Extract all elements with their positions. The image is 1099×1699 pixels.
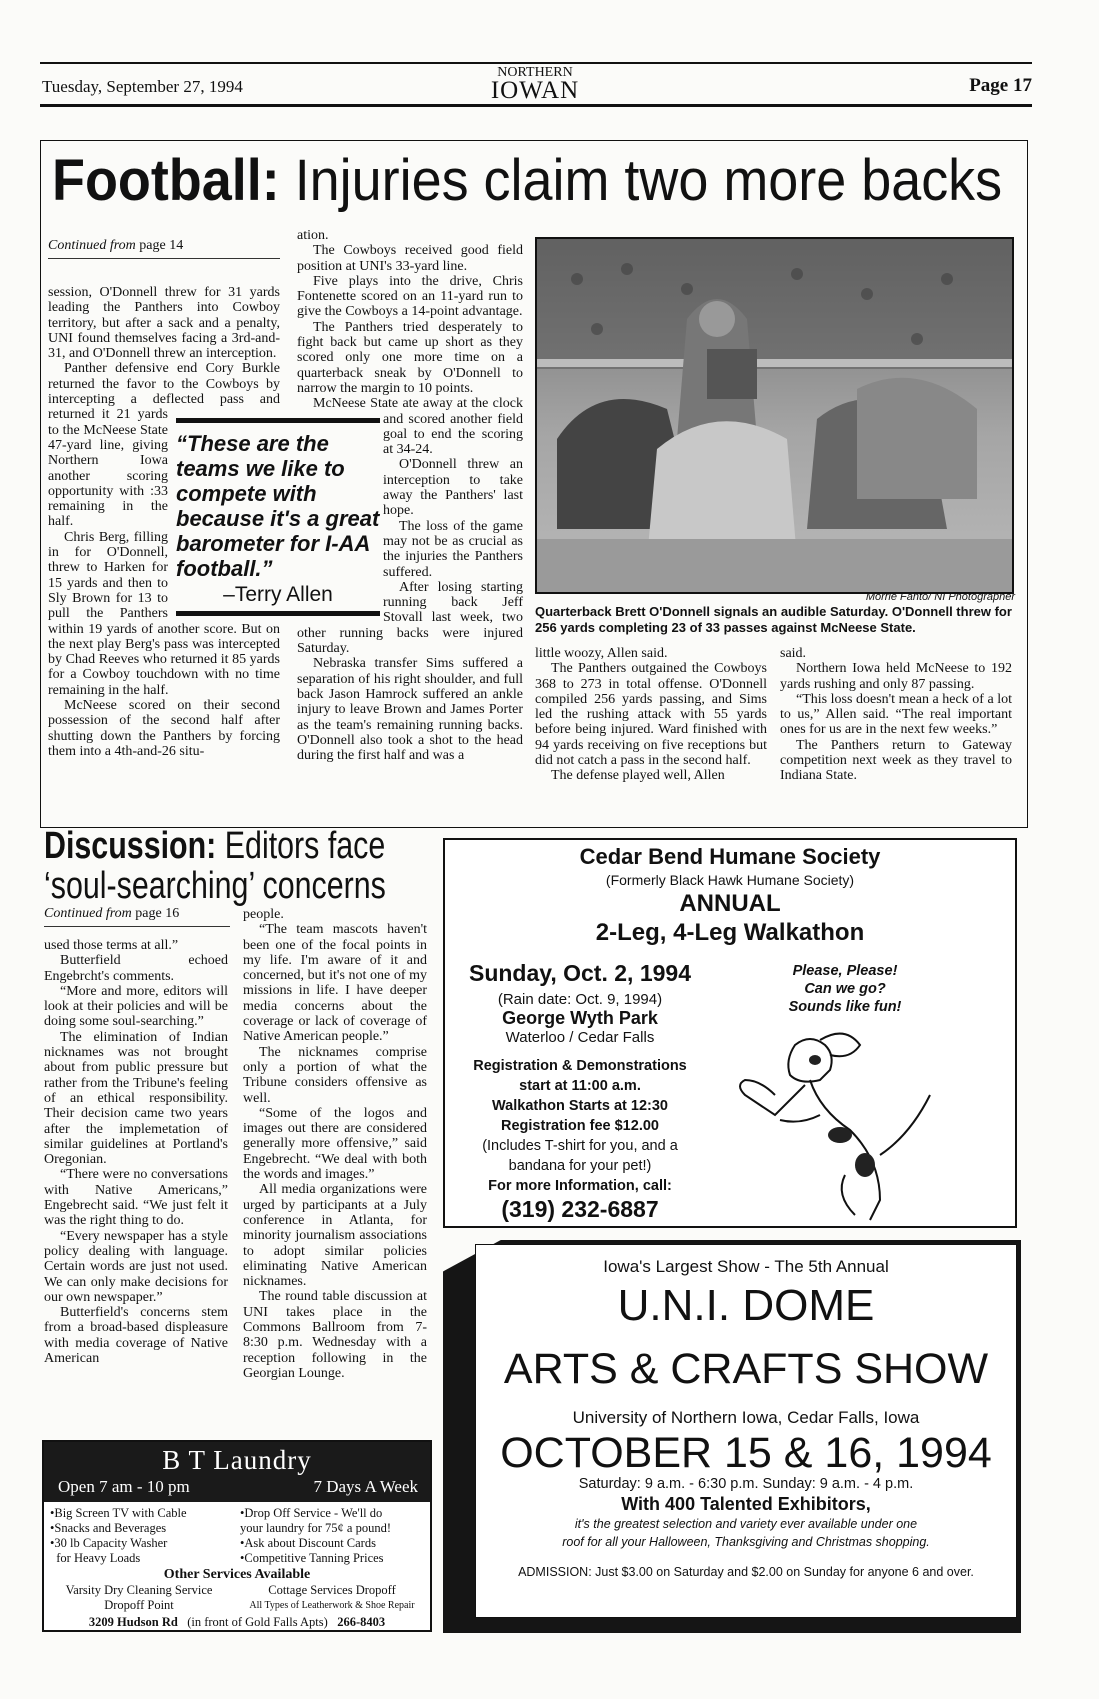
laundry-service: All Types of Leatherwork & Shoe Repair	[249, 1600, 415, 1611]
laundry-ad-header	[44, 1442, 430, 1502]
pull-quote-bottom-rule	[176, 611, 380, 616]
dome-location: University of Northern Iowa, Cedar Falls, Iowa	[572, 1408, 920, 1427]
continued-page: page 16	[131, 906, 180, 921]
page-number: Page 17	[969, 75, 1032, 96]
paragraph: Panther defensive end Cory Burkle returned the favor to the Cowboys by intercepting a deflected pass and returned it 21 yards to the McNeese State 47-yard line, giving Northern Iowa another scoring opportunity with :33 remaining in the half.	[48, 361, 280, 530]
football-headline	[52, 148, 1002, 214]
dome-admission: ADMISSION: Just $3.00 on Saturday and $2.00 on Sunday for anyone 6 and over.	[518, 1565, 974, 1579]
humane-walk-start: Walkathon Starts at 12:30	[492, 1098, 668, 1114]
dome-blurb-2: roof for all your Halloween, Thanksgiving and Christmas shopping.	[562, 1535, 930, 1549]
photo-caption: Quarterback Brett O'Donnell signals an audible Saturday. O'Donnell threw for 256 yards completing 23 of 33 passes against McNeese State.	[535, 604, 1012, 635]
laundry-feature: •Ask about Discount Cards	[240, 1536, 376, 1550]
paragraph: The nicknames comprise only a portion of what the Tribune considers offensive as well.	[243, 1044, 427, 1106]
laundry-phone: 266-8403	[337, 1615, 386, 1629]
paragraph: “The team mascots haven't been one of the focal points in my life. I'm aware of it and concerned, but it's not one of my missions in life. I have deeper media concerns about the coverage or lack of coverage of Native American people.”	[243, 922, 427, 1045]
paragraph: McNeese State ate away at the clock and scored another field goal to end the scoring at 34-24.	[313, 396, 523, 458]
humane-fee: Registration fee $12.00	[501, 1118, 659, 1134]
paragraph: little woozy, Allen said.	[535, 646, 668, 661]
dome-title-1: U.N.I. DOME	[617, 1281, 875, 1330]
laundry-location: (in front of Gold Falls Apts)	[187, 1615, 328, 1629]
paragraph: Butterfield echoed Engebrcht's comments.	[44, 953, 228, 984]
continued-label: Continued from	[44, 906, 132, 921]
dome-blurb-1: it's the greatest selection and variety ever available under one	[574, 1517, 918, 1531]
football-column-4	[780, 646, 1012, 784]
humane-rain-date: (Rain date: Oct. 9, 1994)	[497, 991, 663, 1008]
dome-kicker: Iowa's Largest Show - The 5th Annual	[603, 1257, 889, 1276]
pull-quote-attribution: –Terry Allen	[223, 583, 333, 606]
pull-quote	[176, 418, 380, 616]
discussion-column-2	[243, 907, 427, 1381]
paragraph: Butterfield's concerns stem from a broad-based displeasure with media coverage of Native American	[44, 1305, 228, 1367]
dome-dates: OCTOBER 15 & 16, 1994	[500, 1429, 992, 1477]
photo-credit: Morrie Fanto/ NI Photographer	[865, 591, 1015, 603]
humane-city: Waterloo / Cedar Falls	[505, 1029, 655, 1046]
discussion-continued-line	[44, 906, 230, 927]
paragraph: Five plays into the drive, Chris Fontenette scored on an 11-yard run to give the Cowboys a 14-point advantage.	[297, 273, 523, 320]
paragraph: Chris Berg, filling in for O'Donnell, threw to Harken for 15 yards and then to Sly Brown for 13 to pull the Panthers within 19 yards of another score. But on the next play Berg's pass was intercepted by Chad Reeves who returned it 85 yards for a Cowboy touchdown with no time remaining in the half.	[48, 529, 280, 698]
paragraph: After losing starting running back Jeff Stovall last week, two other running backs were injured Saturday.	[297, 579, 523, 657]
laundry-feature: •Drop Off Service - We'll do	[240, 1506, 383, 1520]
laundry-days: 7 Days A Week	[313, 1477, 418, 1496]
masthead-logo-top: NORTHERN	[497, 65, 573, 80]
masthead-logo-bottom: IOWAN	[490, 77, 580, 105]
humane-includes-2: bandana for your pet!)	[508, 1158, 652, 1174]
dog-speech-2: Can we go?	[804, 981, 886, 997]
continued-line	[48, 238, 280, 259]
paragraph: ation.	[297, 228, 329, 243]
paragraph: used those terms at all.”	[44, 938, 179, 953]
humane-includes-1: (Includes T-shirt for you, and a	[482, 1138, 678, 1154]
discussion-headline-text: Editors face	[216, 825, 386, 867]
paragraph: The Cowboys received good field position at UNI's 33-yard line.	[297, 243, 523, 274]
paragraph: McNeese scored on their second possession of the second half after shutting down the Panthers by forcing them into a 4th-and-26 situ-	[48, 698, 280, 759]
laundry-service: Varsity Dry Cleaning Service	[65, 1583, 213, 1597]
paragraph: Northern Iowa held McNeese to 192 yards rushing and only 87 passing.	[780, 661, 1012, 692]
pull-quote-top-rule	[176, 418, 380, 423]
humane-info: For more Information, call:	[488, 1178, 672, 1194]
laundry-feature: your laundry for 75¢ a pound!	[240, 1521, 392, 1535]
humane-phone: (319) 232-6887	[501, 1196, 659, 1222]
paragraph: “This loss doesn't mean a heck of a lot to us,” Allen said. “The real important ones for us are in the next few weeks.”	[780, 691, 1012, 738]
paragraph: The round table discussion at UNI takes place in the Commons Ballroom from 7-8:30 p.m. Wednesday with a reception following in the Georgian Lounge.	[243, 1289, 427, 1381]
paragraph: The loss of the game may not be as crucial as the injuries the Panthers suffered.	[383, 518, 523, 580]
paragraph: “More and more, editors will look at their policies and will be doing some soul-searching.”	[44, 983, 228, 1030]
continued-page: page 14	[135, 238, 184, 253]
humane-annual: ANNUAL	[679, 890, 781, 917]
laundry-feature: •Snacks and Beverages	[50, 1521, 167, 1535]
laundry-address: 3209 Hudson Rd	[88, 1615, 178, 1629]
dog-speech-3: Sounds like fun!	[788, 999, 902, 1015]
masthead-bottom-rule	[40, 104, 1032, 107]
paragraph: Nebraska transfer Sims suffered a separation of his right shoulder, and full back Jason Hamrock suffered an ankle injury to leave Brown and James Porter as the team's remaining running backs. O'Donnell also took a shot to the head during the first half and was a	[297, 656, 523, 764]
paragraph: said.	[780, 646, 807, 661]
paragraph: The Panthers tried desperately to fight back but came up short as they scored only one more time on a quarterback sneak by O'Donnell to narrow the margin to 10 points.	[297, 319, 523, 396]
discussion-column-1	[44, 938, 228, 1366]
laundry-feature: •Competitive Tanning Prices	[240, 1551, 384, 1565]
humane-event: 2-Leg, 4-Leg Walkathon	[595, 919, 865, 946]
paragraph: O'Donnell threw an interception to take away the Panthers' last hope.	[383, 457, 523, 519]
humane-reg-2: start at 11:00 a.m.	[519, 1078, 641, 1094]
laundry-service: Cottage Services Dropoff	[268, 1583, 396, 1597]
laundry-feature: for Heavy Loads	[50, 1551, 141, 1565]
football-photo	[535, 237, 1014, 594]
laundry-address-line	[44, 1615, 430, 1630]
paragraph: The Panthers return to Gateway competition next week as they travel to Indiana State.	[780, 737, 1012, 784]
pull-quote-text: “These are the teams we like to compete with because it's a great barometer for I-AA football.”	[176, 431, 380, 581]
headline-kicker: Football:	[52, 148, 280, 213]
humane-org: Cedar Bend Humane Society	[579, 844, 881, 869]
humane-park: George Wyth Park	[502, 1008, 658, 1028]
dome-ad	[475, 1244, 1017, 1618]
paragraph: The elimination of Indian nicknames was not brought about from public pressure but rather from the Tribune's feeling of an ethical responsibility. Their decision came two years after the implemetation of similar guidelines at Portland's Oregonian.	[44, 1029, 228, 1168]
paragraph: “Some of the logos and images out there are considered generally more offensive,” said Engebrecht. “We deal with both the words and images.”	[243, 1105, 427, 1183]
masthead-date: Tuesday, September 27, 1994	[42, 77, 243, 96]
paragraph: session, O'Donnell threw for 31 yards leading the Panthers into Cowboy territory, but after a sack and a penalty, UNI found themselves facing a 3rd-and-31, and O'Donnell threw an interception.	[48, 285, 280, 362]
dome-hours: Saturday: 9 a.m. - 6:30 p.m. Sunday: 9 a.m. - 4 p.m.	[578, 1476, 914, 1492]
paragraph: All media organizations were urged by participants at a July conference in Atlanta, for minority journalism associations to adopt similar policies eliminating Native American nicknames.	[243, 1182, 427, 1290]
dome-exhibitors: With 400 Talented Exhibitors,	[621, 1494, 871, 1514]
masthead-top-rule	[40, 62, 1032, 64]
football-column-3	[535, 646, 767, 784]
dome-title-2: ARTS & CRAFTS SHOW	[503, 1345, 989, 1393]
laundry-feature: •Big Screen TV with Cable	[50, 1506, 187, 1520]
humane-reg-1: Registration & Demonstrations	[473, 1058, 687, 1074]
laundry-hours: Open 7 am - 10 pm	[58, 1477, 190, 1496]
laundry-other-heading: Other Services Available	[163, 1567, 311, 1582]
discussion-headline-line2: ‘soul-searching’ concerns	[44, 865, 386, 907]
dog-speech-1: Please, Please!	[792, 963, 898, 979]
paragraph: The Panthers outgained the Cowboys 368 to 273 in total offense. O'Donnell compiled 256 yards passing, and Sims led the rushing attack with 55 yards before being injured. Ward finished with 94 yards receiving on five receptions but did not catch a pass in the second half.	[535, 661, 767, 769]
humane-formerly: (Formerly Black Hawk Humane Society)	[605, 872, 855, 888]
paragraph: “Every newspaper has a style policy dealing with language. Certain words are just not used. We can only make decisions for our own newspaper.”	[44, 1228, 228, 1305]
laundry-service: Dropoff Point	[104, 1598, 174, 1612]
paragraph: “There were no conversations with Native Americans,” Engebrecht said. “We just felt it was the right thing to do.	[44, 1167, 228, 1229]
humane-date: Sunday, Oct. 2, 1994	[468, 960, 691, 986]
paragraph: people.	[243, 907, 284, 922]
laundry-right-list	[240, 1506, 424, 1566]
masthead-logo	[480, 66, 590, 103]
humane-society-ad	[443, 838, 1017, 1228]
discussion-kicker: Discussion:	[44, 825, 217, 867]
laundry-name: B T Laundry	[162, 1445, 312, 1475]
laundry-left-list	[50, 1506, 240, 1566]
laundry-ad	[42, 1440, 432, 1632]
discussion-headline	[44, 826, 386, 906]
dog-illustration	[725, 1025, 955, 1225]
laundry-feature: •30 lb Capacity Washer	[50, 1536, 168, 1550]
paragraph: The defense played well, Allen	[551, 768, 725, 784]
football-photo-image	[537, 239, 1012, 592]
continued-label: Continued from	[48, 238, 136, 253]
headline-text: Injuries claim two more backs	[279, 148, 1003, 213]
